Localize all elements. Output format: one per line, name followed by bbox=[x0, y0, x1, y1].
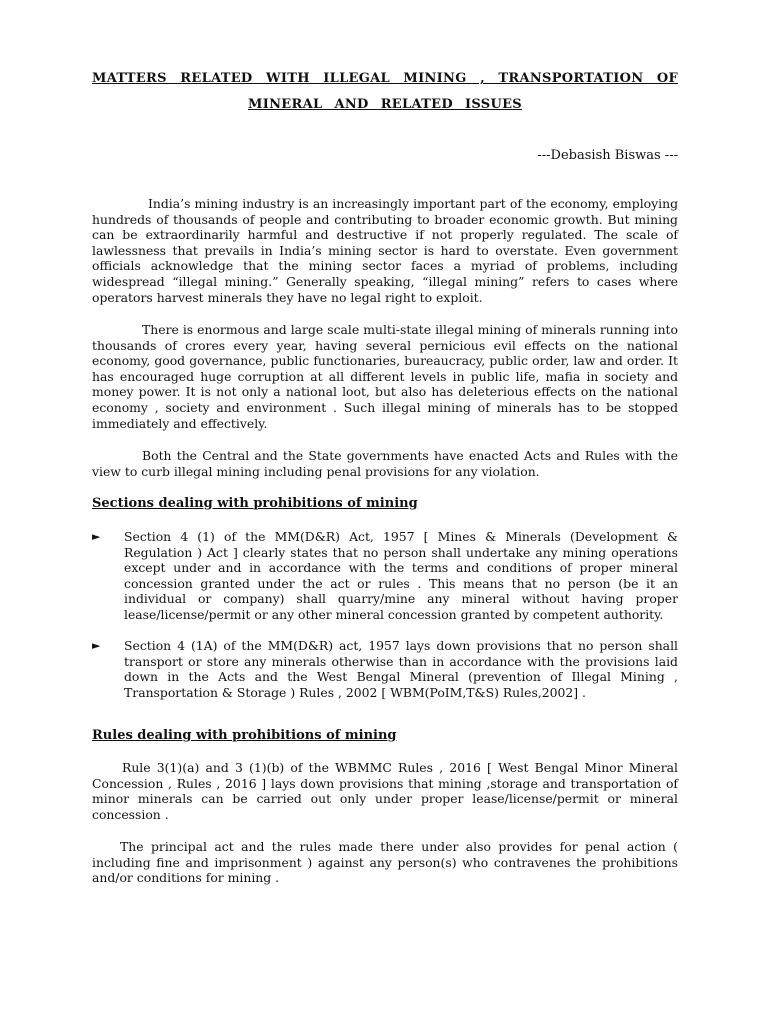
title-line-2: MINERAL AND RELATED ISSUES bbox=[248, 97, 522, 112]
paragraph-illegal-mining-scale: There is enormous and large scale multi-state illegal mining of minerals running into thousands of crores every year, having several pernicious evil effects on the national economy, good governance, public functionaries, bureaucracy, public order, law and order. It has encouraged huge corruption at all different levels in public life, mafia in society and money power. It is not only a national loot, but also has deleterious effects on the national economy , society and environment . Such illegal mining of minerals has to be stopped immediately and effectively. bbox=[92, 322, 678, 431]
title-line-1: MATTERS RELATED WITH ILLEGAL MINING , TRANSPORTATION OF bbox=[92, 71, 678, 86]
bullet-item-section-4-1a bbox=[92, 638, 678, 700]
paragraph-acts-and-rules: Both the Central and the State governments have enacted Acts and Rules with the view to curb illegal mining including penal provisions for any violation. bbox=[92, 448, 678, 479]
section-heading-rules: Rules dealing with prohibitions of mining bbox=[92, 728, 397, 743]
bullet-arrow-icon: ► bbox=[92, 639, 101, 652]
bullet-text: Section 4 (1A) of the MM(D&R) act, 1957 lays down provisions that no person shall transport or store any minerals otherwise than in accordance with the provisions laid down in the Acts and the West Bengal Mineral (prevention of Illegal Mining , Transportation & Storage ) Rules , 2002 [ WBM(PoIM,T&S) Rules,2002] . bbox=[124, 638, 678, 700]
bullet-text: Section 4 (1) of the MM(D&R) Act, 1957 [ Mines & Minerals (Development & Regulation ) Act ] clearly states that no person shall undertake any mining operations except under and in accordance with the terms and conditions of proper mineral concession granted under the act or rules . This means that no person (be it an individual or company) shall quarry/mine any mineral without having proper lease/license/permit or any other mineral concession granted by competent authority. bbox=[124, 529, 678, 622]
bullet-arrow-icon: ► bbox=[92, 530, 101, 543]
bullet-item-section-4-1 bbox=[92, 529, 678, 623]
paragraph-penal-action: The principal act and the rules made there under also provides for penal action ( including fine and imprisonment ) against any person(s) who contravenes the prohibitions and/or conditions for mining . bbox=[92, 839, 678, 886]
paragraph-intro: India’s mining industry is an increasingly important part of the economy, employing hundreds of thousands of people and contributing to broader economic growth. But mining can be extraordinarily harmful and destructive if not properly regulated. The scale of lawlessness that prevails in India’s mining sector is hard to overstate. Even government officials acknowledge that the mining sector faces a myriad of problems, including widespread “illegal mining.” Generally speaking, “illegal mining” refers to cases where operators harvest minerals they have no legal right to exploit. bbox=[92, 196, 678, 305]
author-byline: ---Debasish Biswas --- bbox=[537, 148, 678, 163]
section-heading-prohibitions: Sections dealing with prohibitions of mining bbox=[92, 496, 418, 511]
paragraph-rule-3: Rule 3(1)(a) and 3 (1)(b) of the WBMMC Rules , 2016 [ West Bengal Minor Mineral Concession , Rules , 2016 ] lays down provisions that mining ,storage and transportation of minor minerals can be carried out only under proper lease/license/permit or mineral concession . bbox=[92, 760, 678, 822]
